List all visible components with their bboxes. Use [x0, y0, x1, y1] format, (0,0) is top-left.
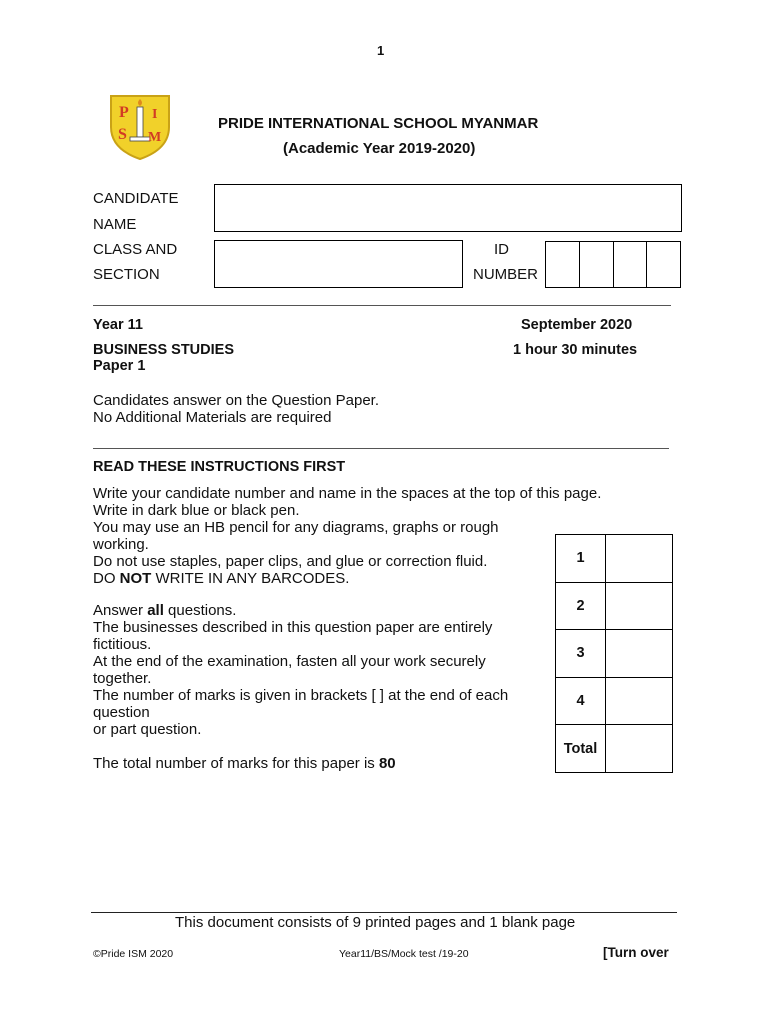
instruction-line: Do not use staples, paper clips, and glue or correction fluid. — [93, 553, 488, 570]
spacer — [93, 587, 633, 602]
marks-row — [556, 677, 673, 725]
instruction-line — [93, 570, 633, 587]
page-number: 1 — [377, 43, 385, 58]
year-level: Year 11 — [93, 317, 143, 333]
instruction-line: You may use an HB pencil for any diagrams, graphs or rough — [93, 519, 499, 536]
instruction-line — [93, 602, 633, 619]
instruction-line: Write your candidate number and name in the spaces at the top of this page. — [93, 485, 602, 502]
class-section-field[interactable] — [214, 240, 463, 288]
marks-cell[interactable] — [606, 535, 673, 583]
marks-row — [556, 630, 673, 678]
copyright: ©Pride ISM 2020 — [93, 948, 174, 960]
instruction-line: The number of marks is given in brackets [ ] at the end of each — [93, 687, 509, 704]
total-marks-cell[interactable] — [606, 725, 673, 773]
instruction-line: fictitious. — [93, 636, 152, 653]
text: WRITE IN ANY BARCODES. — [151, 570, 350, 587]
id-number-label-line2: NUMBER — [473, 266, 539, 283]
instruction-line: or part question. — [93, 721, 202, 738]
pages-note: This document consists of 9 printed pages and 1 blank page — [175, 914, 576, 931]
instructions-body — [93, 485, 633, 772]
marks-row — [556, 582, 673, 630]
text: questions. — [163, 602, 237, 619]
total-label: Total — [556, 725, 606, 773]
id-digit-box[interactable] — [647, 242, 681, 288]
class-section-label-line2: SECTION — [93, 266, 160, 283]
duration: 1 hour 30 minutes — [513, 342, 638, 358]
instruction-line: working. — [93, 536, 149, 553]
id-digit-box[interactable] — [579, 242, 613, 288]
turn-over: [Turn over — [603, 945, 669, 960]
class-section-label-line1: CLASS AND — [93, 241, 178, 258]
id-number-grid — [545, 241, 681, 288]
svg-text:S: S — [118, 126, 127, 143]
instruction-line: Write in dark blue or black pen. — [93, 502, 300, 519]
answer-note: Candidates answer on the Question Paper. — [93, 392, 380, 409]
svg-text:M: M — [148, 130, 162, 145]
total-marks-value: 80 — [378, 755, 396, 772]
academic-year: (Academic Year 2019-2020) — [283, 140, 476, 157]
question-number: 4 — [556, 677, 606, 725]
marks-cell[interactable] — [606, 630, 673, 678]
svg-text:P: P — [119, 104, 129, 121]
question-number: 3 — [556, 630, 606, 678]
school-name: PRIDE INTERNATIONAL SCHOOL MYANMAR — [218, 115, 539, 132]
instruction-line: question — [93, 704, 150, 721]
instruction-line: together. — [93, 670, 152, 687]
divider — [93, 448, 669, 449]
instructions-heading: READ THESE INSTRUCTIONS FIRST — [93, 459, 346, 475]
text: DO — [93, 570, 120, 587]
paper-reference: Year11/BS/Mock test /19-20 — [339, 948, 469, 960]
emphasis: all — [147, 602, 164, 619]
instruction-line: The businesses described in this question paper are entirely — [93, 619, 493, 636]
paper-number: Paper 1 — [93, 358, 146, 374]
footer-divider — [91, 912, 677, 913]
marks-cell[interactable] — [606, 582, 673, 630]
question-number: 1 — [556, 535, 606, 583]
marks-cell[interactable] — [606, 677, 673, 725]
candidate-name-label-line2: NAME — [93, 216, 137, 233]
candidate-name-field[interactable] — [214, 184, 682, 232]
marks-row — [556, 725, 673, 773]
marks-row — [556, 535, 673, 583]
id-digit-box[interactable] — [613, 242, 647, 288]
emphasis: NOT — [119, 570, 152, 587]
question-number: 2 — [556, 582, 606, 630]
text: Answer — [93, 602, 148, 619]
shield-icon — [108, 93, 172, 161]
exam-date: September 2020 — [521, 317, 633, 333]
spacer — [93, 738, 633, 755]
materials-note: No Additional Materials are required — [93, 409, 332, 426]
school-logo — [108, 93, 172, 161]
candidate-name-label-line1: CANDIDATE — [93, 190, 179, 207]
id-digit-box[interactable] — [546, 242, 580, 288]
subject: BUSINESS STUDIES — [93, 342, 234, 358]
text: The total number of marks for this paper is — [93, 755, 379, 772]
marks-table — [555, 534, 673, 773]
total-marks-line — [93, 755, 633, 772]
divider — [93, 305, 671, 306]
svg-text:I: I — [152, 107, 158, 122]
instruction-line: At the end of the examination, fasten all your work securely — [93, 653, 486, 670]
id-number-label-line1: ID — [494, 241, 509, 258]
